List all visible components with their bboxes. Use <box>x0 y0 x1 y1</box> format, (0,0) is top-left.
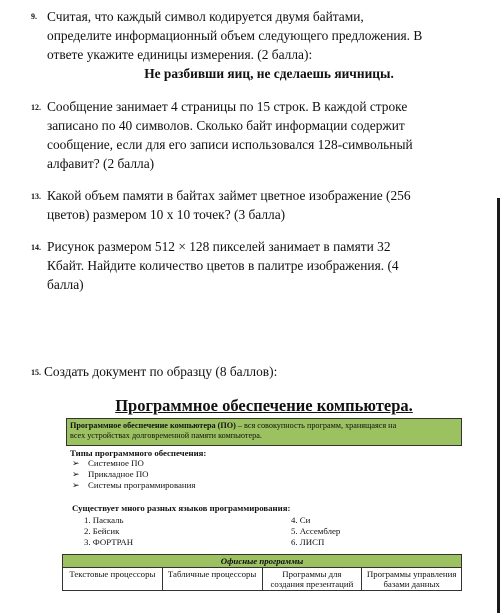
table-row <box>63 568 462 591</box>
question-number: 12. <box>31 103 41 112</box>
question-12-text <box>47 97 491 173</box>
question-9-text <box>47 7 491 83</box>
question-number: 15. <box>31 368 41 377</box>
question-14-text <box>47 237 491 294</box>
text-line: определите информационный объем следующего предложения. В <box>47 28 423 43</box>
sample-title: Программное обеспечение компьютера. <box>115 396 413 415</box>
list-item: 3. ФОРТРАН <box>84 537 134 547</box>
list-item <box>70 458 460 469</box>
text-line: балла) <box>47 277 84 292</box>
list-item: 1. Паскаль <box>84 515 124 525</box>
table-cell: Программы управления базами данных <box>362 568 462 591</box>
text-line: Считая, что каждый символ кодируется двумя байтами, <box>47 9 364 24</box>
text-line: записано по 40 символов. Сколько байт информации содержит <box>47 118 405 133</box>
question-number: 13. <box>31 192 41 201</box>
languages-right-column <box>291 515 340 548</box>
arrow-bullet-icon: ➢ <box>72 469 80 479</box>
software-types <box>70 448 460 491</box>
text-line: сообщение, если для его записи использовался 128-символьный <box>47 137 413 152</box>
question-9-sentence: Не разбивши яиц, не сделаешь яичницы. <box>144 66 394 81</box>
list-item: 5. Ассемблер <box>291 526 341 536</box>
definition-text-2: всех устройствах долговременной памяти компьютера. <box>70 431 262 440</box>
table-caption: Офисные программы <box>63 555 462 568</box>
sample-document <box>62 396 468 589</box>
types-list <box>70 458 460 491</box>
languages-section <box>72 503 462 547</box>
list-item-label: Системное ПО <box>88 458 144 468</box>
languages-header: Существует много разных языков программирования: <box>72 503 291 513</box>
question-13-text <box>47 186 491 224</box>
list-item: 4. Си <box>291 515 311 525</box>
question-number: 9. <box>31 12 37 21</box>
table-cell: Текстовые процессоры <box>63 568 163 591</box>
definition-text: – вся совокупность программ, хранящаяся на <box>235 421 397 430</box>
table-cell: Программы для создания презентаций <box>262 568 362 591</box>
languages-left-column <box>84 515 133 548</box>
text-line: цветов) размером 10 х 10 точек? (3 балла) <box>47 207 286 222</box>
text-line: ответе укажите единицы измерения. (2 балла): <box>47 47 313 62</box>
office-programs-table <box>62 554 462 591</box>
list-item-label: Прикладное ПО <box>88 469 149 479</box>
text-line: Сообщение занимает 4 страницы по 15 строк. В каждой строке <box>47 99 408 114</box>
list-item-label: Системы программирования <box>88 480 196 490</box>
list-item <box>70 480 460 491</box>
table-cell: Табличные процессоры <box>162 568 262 591</box>
definition-box <box>66 418 462 446</box>
list-item <box>70 469 460 480</box>
question-number: 14. <box>31 243 41 252</box>
question-15-text <box>44 362 488 381</box>
arrow-bullet-icon: ➢ <box>72 480 80 490</box>
list-item: 6. ЛИСП <box>291 537 325 547</box>
text-line: Создать документ по образцу (8 баллов): <box>44 364 278 379</box>
text-line: Какой объем памяти в байтах займет цветное изображение (256 <box>47 188 411 203</box>
arrow-bullet-icon: ➢ <box>72 458 80 468</box>
definition-term: Программное обеспечение компьютера (ПО) <box>70 421 236 430</box>
list-item: 2. Бейсик <box>84 526 120 536</box>
text-line: Кбайт. Найдите количество цветов в палитре изображения. (4 <box>47 258 399 273</box>
text-line: алфавит? (2 балла) <box>47 156 155 171</box>
text-line: Рисунок размером 512 × 128 пикселей занимает в памяти 32 <box>47 239 391 254</box>
types-header: Типы программного обеспечения: <box>70 448 207 458</box>
